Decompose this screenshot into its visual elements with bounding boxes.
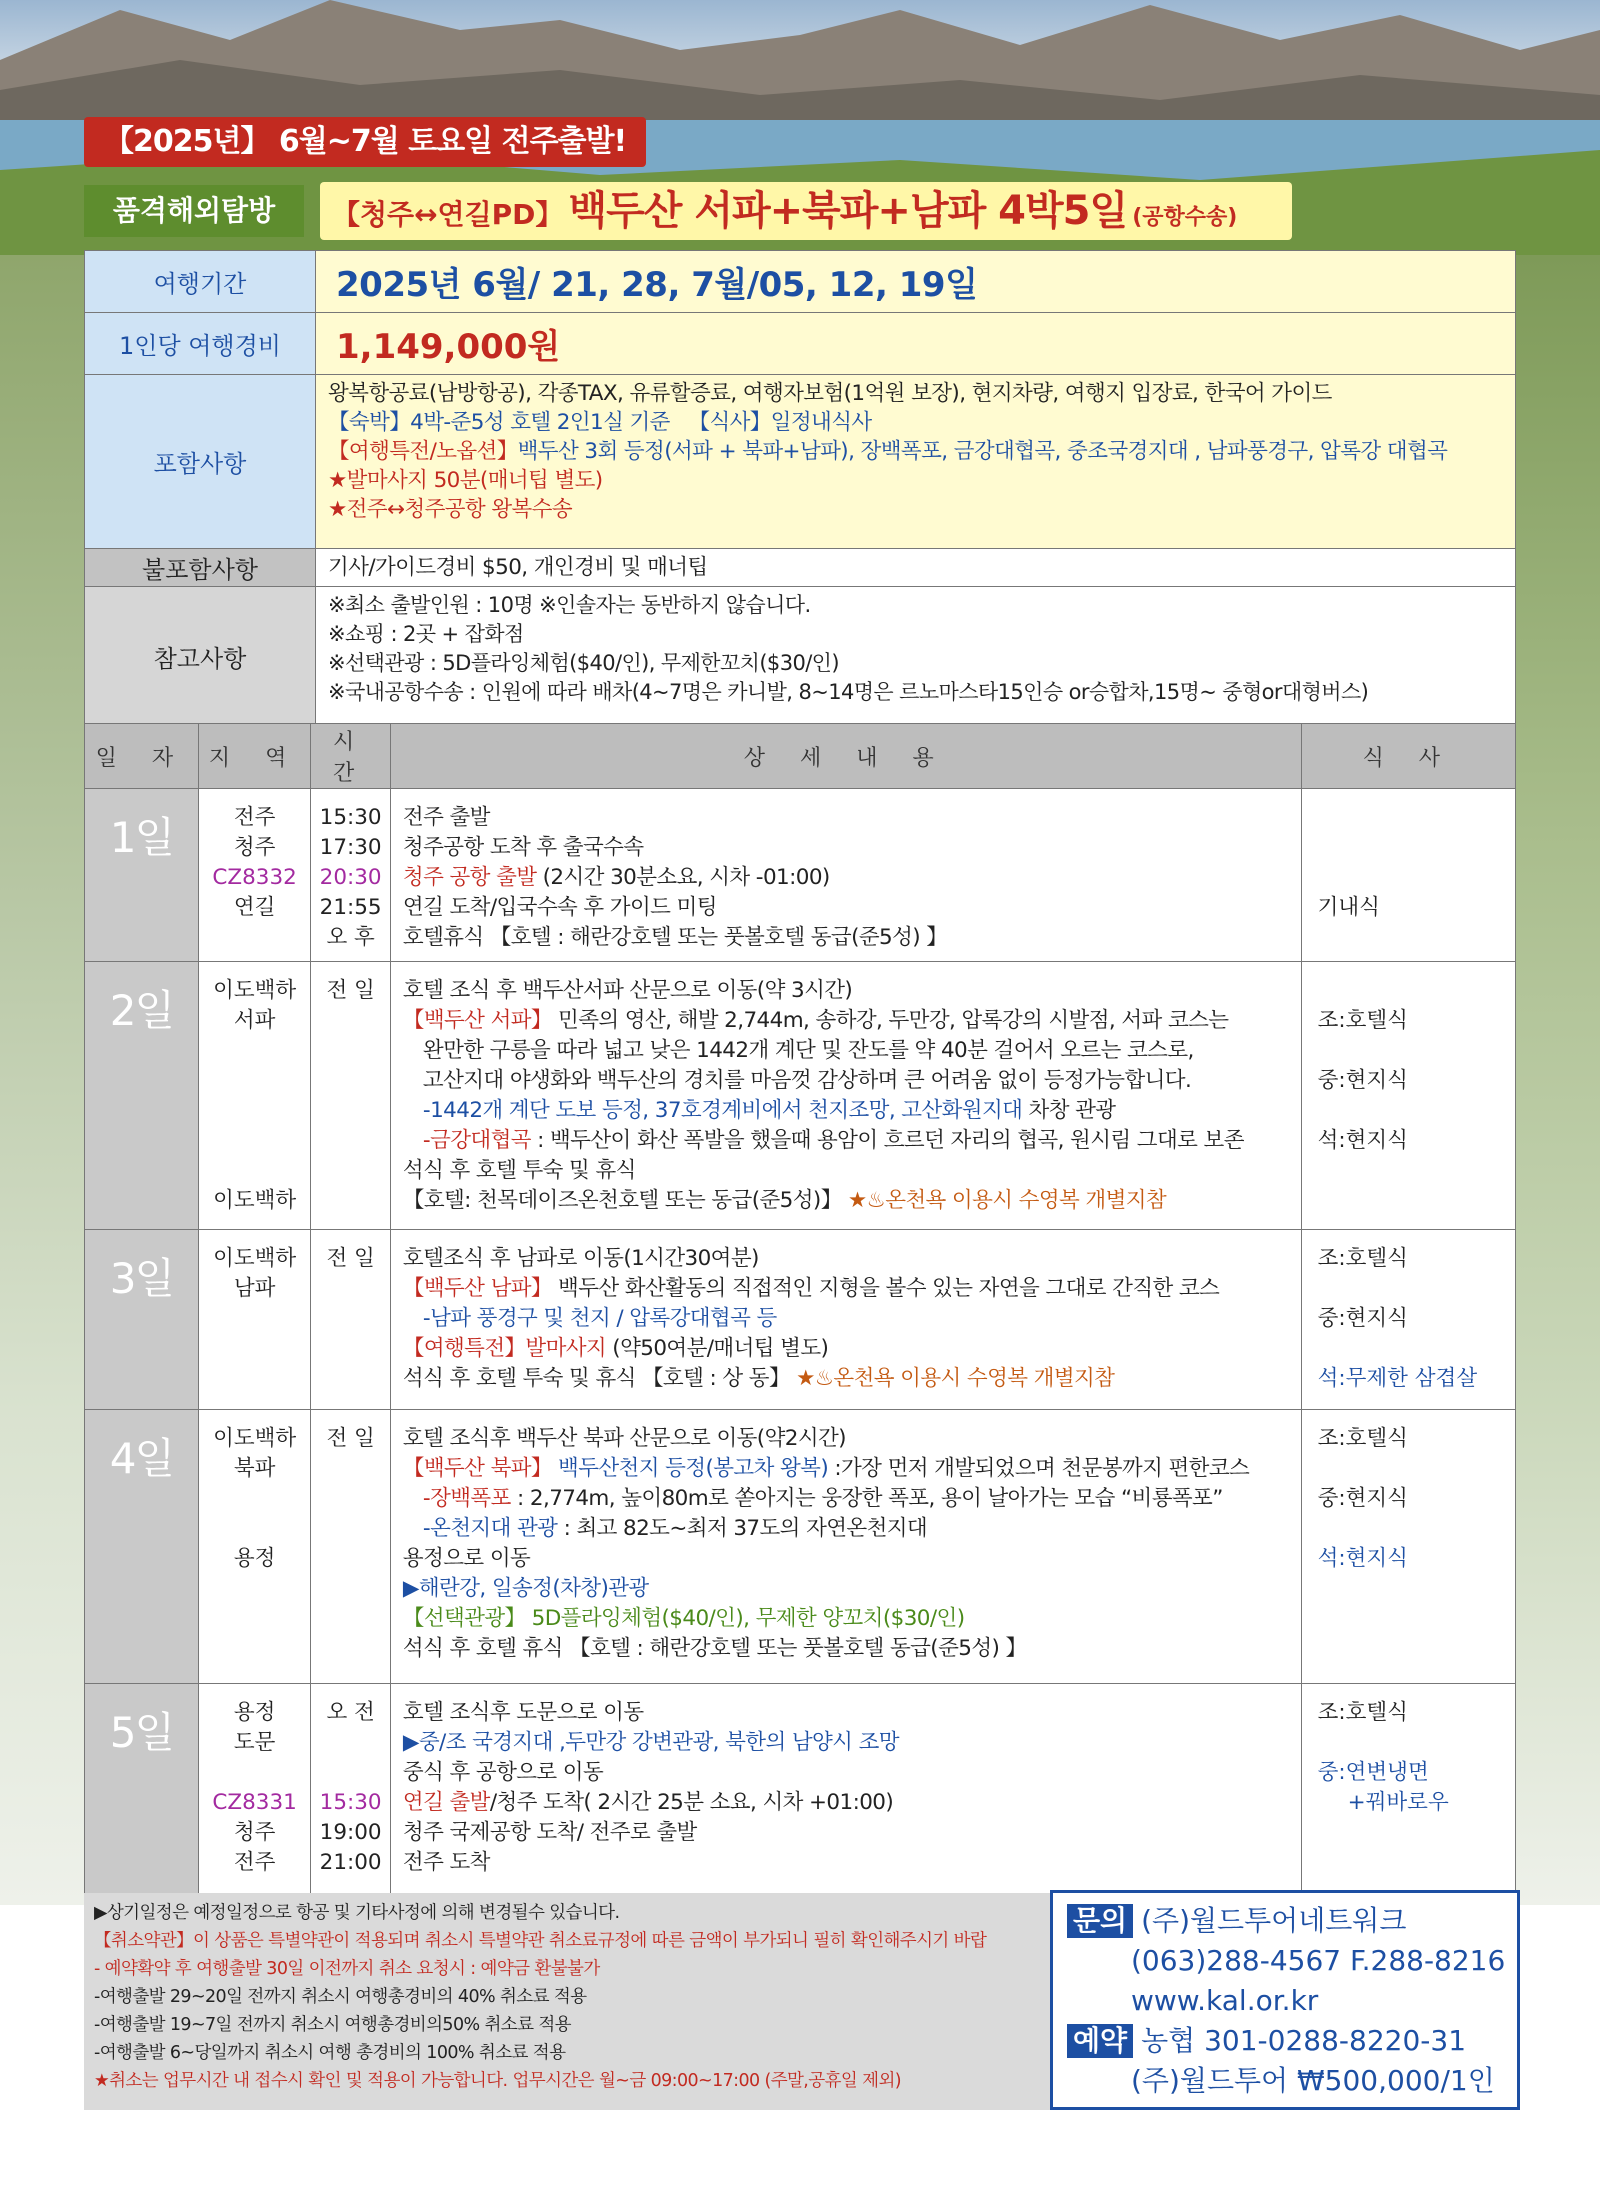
location: 용정 [233,1546,276,1571]
meal: 중:현지식 [1317,1486,1408,1511]
notes-line: ※선택관광 : 5D플라잉체험($40/인), 무제한꼬치($30/인) [328,651,839,675]
day-details [390,962,1301,1230]
include-line: ★전주↔청주공항 왕복수송 [328,497,573,522]
detail-line: 호텔 조식후 백두산 북파 산문으로 이동(약2시간) [402,1426,846,1451]
meal: 중:현지식 [1317,1068,1408,1093]
meal: 기내식 [1317,895,1380,920]
day-details [390,1684,1301,1896]
include-special-tag: 【여행특전/노옵션】 [328,439,518,464]
location: 전주 [233,1850,276,1875]
contact-line [1067,2021,1503,2061]
detail-line [403,1454,1293,1484]
detail-line: 청주 국제공항 도착/ 전주로 출발 [402,1820,697,1845]
day-number: 3일 [85,1230,199,1410]
notes-line: ▶상기일정은 예정일정으로 항공 및 기타사정에 의해 변경될수 있습니다. [94,1903,620,1923]
detail-highlight: 백두산천지 등정(봉고차 왕복) [551,1456,829,1481]
hotel-text: 【호텔: 천목데이즈온천호텔 또는 동급(준5성)】 [402,1188,842,1213]
detail-line: 완만한 구릉을 따라 넓고 낮은 1442개 계단 및 잔도를 약 40분 걸어서 오르는 코스로, [422,1038,1194,1063]
detail-line: 호텔 조식 후 백두산서파 산문으로 이동(약 3시간) [402,978,853,1003]
detail-highlight: -온천지대 관광 [422,1516,558,1541]
detail-text: : 최고 82도~최저 37도의 자연온천지대 [557,1516,928,1541]
detail-line: 호텔 조식후 도문으로 이동 [402,1700,644,1725]
detail-line: 고산지대 야생화와 백두산의 경치를 마음껏 감상하며 큰 어려움 없이 등정가능합니다. [422,1068,1192,1093]
include-stay: 【숙박】4박-준5성 호텔 2인1실 기준 [328,410,670,435]
time: 20:30 [319,865,382,890]
notes-line: ※최소 출발인원 : 10명 ※인솔자는 동반하지 않습니다. [328,593,811,617]
col-day: 일 자 [85,724,199,789]
detail-line: 연길 도착/입국수속 후 가이드 미팅 [402,895,717,920]
notes-line: -여행출발 6~당일까지 취소시 여행 총경비의 100% 취소료 적용 [94,2043,566,2063]
detail-line [403,1334,1293,1364]
day-locations [198,789,311,962]
optional-tour-line: 【선택관광】 5D플라잉체험($40/인), 무제한 양꼬치($30/인) [402,1606,965,1631]
flight-note: (2시간 30분소요, 시차 -01:00) [536,865,830,890]
location: 연길 [233,895,276,920]
detail-line [403,863,1293,893]
day-number: 4일 [85,1410,199,1684]
meal: 조:호텔식 [1317,1700,1408,1725]
time: 15:30 [319,1790,382,1815]
tour-title [320,182,1292,240]
time: 17:30 [319,835,382,860]
detail-tag: 【백두산 남파】 [402,1276,552,1301]
tour-info-table [84,250,1516,727]
day-number: 1일 [85,789,199,962]
notes-line: -여행출발 19~7일 전까지 취소시 여행총경비의50% 취소료 적용 [94,2015,571,2035]
time: 21:55 [319,895,382,920]
day-details [390,1410,1301,1684]
flight-number: CZ8332 [212,865,297,890]
notes-line: ※국내공항수송 : 인원에 따라 배차(4~7명은 카니발, 8~14명은 르노마스타15인승 or승합차,15명~ 중형or대형버스) [328,680,1369,704]
detail-text: 민족의 영산, 해발 2,744m, 송하강, 두만강, 압록강의 시발점, 서파 코스는 [551,1008,1229,1033]
hotel-text: 석식 후 호텔 투숙 및 휴식 【호텔 : 상 동】 [402,1366,790,1391]
meal: +꿔바로우 [1347,1790,1449,1815]
col-detail: 상 세 내 용 [390,724,1301,789]
day-meals [1301,789,1515,962]
location: 청주 [233,835,276,860]
detail-line [403,1186,1293,1216]
time: 오 전 [326,1700,375,1725]
meal: 석:현지식 [1317,1128,1408,1153]
day-locations [198,962,311,1230]
location: 북파 [233,1456,276,1481]
itinerary-table [84,723,1516,1896]
detail-line [403,1126,1293,1156]
detail-text: 차창 관광 [1022,1098,1116,1123]
location: 이도백하 [213,1246,297,1271]
detail-tag: 【백두산 북파】 [402,1456,552,1481]
include-line [328,437,1503,466]
detail-line: 석식 후 호텔 휴식 【호텔 : 해란강호텔 또는 풋볼호텔 동급(준5성) 】 [402,1636,1027,1661]
title-main: 백두산 서파+북파+남파 4박5일 [568,188,1128,234]
detail-tag: 【백두산 서파】 [402,1008,552,1033]
location: 이도백하 [213,1426,297,1451]
period-label: 여행기간 [85,251,316,313]
hotspring-note: ★♨온천욕 이용시 수영복 개별지참 [841,1188,1167,1213]
include-label: 포함사항 [85,375,316,549]
day-time: 전 일 [311,962,391,1230]
title-suffix: (공항수송) [1132,205,1238,230]
bank-account: 농협 301-0288-8220-31 [1141,2024,1467,2057]
inquiry-tag: 문의 [1067,1904,1133,1938]
day-meals [1301,1684,1515,1896]
location: 서파 [233,1008,276,1033]
location: 남파 [233,1276,276,1301]
detail-text: : 백두산이 화산 폭발을 했을때 용암이 흐르던 자리의 협곡, 원시림 그대로 보존 [530,1128,1244,1153]
notes-line: ※쇼핑 : 2곳 + 잡화점 [328,622,524,646]
detail-line [403,1274,1293,1304]
detail-text: 백두산 화산활동의 직접적인 지형을 볼수 있는 자연을 그대로 간직한 코스 [551,1276,1220,1301]
col-meal: 식 사 [1301,724,1515,789]
day-details [390,789,1301,962]
detail-highlight: -금강대협곡 [422,1128,531,1153]
time: 19:00 [319,1820,382,1845]
hotspring-note: ★♨온천욕 이용시 수영복 개별지참 [789,1366,1115,1391]
day-meals [1301,1410,1515,1684]
detail-text: /청주 도착( 2시간 25분 소요, 시차 +01:00) [489,1790,894,1815]
notes-line: - 예약확약 후 여행출발 30일 이전까지 취소 요청시 : 예약금 환불불가 [94,1959,600,1979]
meal: 석:현지식 [1317,1546,1408,1571]
day-number: 5일 [85,1684,199,1896]
detail-line [403,1788,1293,1818]
detail-tag: 【여행특전】발마사지 [402,1336,607,1361]
include-list [316,375,1516,549]
location: 용정 [233,1700,276,1725]
detail-line: ▶중/조 국경지대 ,두만강 강변관광, 북한의 남양시 조망 [402,1730,899,1755]
deposit-amount: (주)월드투어 ₩500,000/1인 [1131,2064,1495,2097]
include-line: ★발마사지 50분(매너팁 별도) [328,468,603,493]
location: 전주 [233,805,276,830]
exclude-value: 기사/가이드경비 $50, 개인경비 및 매너팁 [316,549,1516,587]
departure-badge: 【2025년】 6월~7월 토요일 전주출발! [84,117,646,167]
company-name: (주)월드투어네트워크 [1141,1904,1407,1937]
detail-text: (약50여분/매너팁 별도) [606,1336,829,1361]
itinerary-day-3 [85,1230,1516,1410]
period-value: 2025년 6월/ 21, 28, 7월/05, 12, 19일 [316,251,1516,313]
detail-line: ▶해란강, 일송정(차창)관광 [402,1576,649,1601]
website-link[interactable]: www.kal.or.kr [1131,1984,1319,2017]
time: 오 후 [326,925,375,950]
right-scenery-strip [1516,255,1600,1905]
meal: 중:연변냉면 [1317,1760,1429,1785]
left-scenery-strip [0,255,84,1905]
detail-line: 전주 도착 [402,1850,490,1875]
day-locations [198,1410,311,1684]
detail-line: 석식 후 호텔 투숙 및 휴식 [402,1158,636,1183]
detail-line [403,1006,1293,1036]
detail-line: -남파 풍경구 및 천지 / 압록강대협곡 등 [422,1306,777,1331]
notes-line: -여행출발 29~20일 전까지 취소시 여행총경비의 40% 취소료 적용 [94,1987,587,2007]
detail-line: 용정으로 이동 [402,1546,531,1571]
brand-label: 품격해외탐방 [84,185,304,237]
detail-line: 호텔조식 후 남파로 이동(1시간30여분) [402,1246,759,1271]
day-locations [198,1230,311,1410]
notes-line: ★취소는 업무시간 내 접수시 확인 및 적용이 가능합니다. 업무시간은 월~금 09:00~17:00 (주말,공휴일 제외) [94,2071,901,2091]
notes-line: 【취소약관】이 상품은 특별약관이 적용되며 취소시 특별약관 취소료규정에 따른 금액이 부가되니 필히 확인해주시기 바랍 [94,1931,987,1951]
detail-line: 청주공항 도착 후 출국수속 [402,835,644,860]
detail-line [403,1514,1293,1544]
detail-highlight: -1442개 계단 도보 등정, 37호경계비에서 천지조망, 고산화원지대 [422,1098,1023,1123]
cancellation-notes [84,1893,1050,2110]
day-number: 2일 [85,962,199,1230]
reserve-tag: 예약 [1067,2024,1133,2058]
departure-text: 연길 출발 [402,1790,490,1815]
detail-line [403,1096,1293,1126]
location: 도문 [233,1730,276,1755]
contact-box [1050,1890,1520,2110]
detail-line [403,1364,1293,1394]
col-region: 지 역 [198,724,311,789]
col-time: 시 간 [311,724,391,789]
detail-highlight: -장백폭포 [422,1486,511,1511]
itinerary-day-5 [85,1684,1516,1896]
title-prefix: 【청주↔연길PD】 [332,198,564,231]
time: 21:00 [319,1850,382,1875]
day-time: 전 일 [311,1410,391,1684]
departure-text: 청주 공항 출발 [402,865,537,890]
location: 청주 [233,1820,276,1845]
day-locations [198,1684,311,1896]
time: 15:30 [319,805,382,830]
day-meals [1301,1230,1515,1410]
itinerary-day-1 [85,789,1516,962]
day-time: 전 일 [311,1230,391,1410]
detail-line [403,1484,1293,1514]
flight-number: CZ8331 [212,1790,297,1815]
include-special: 백두산 3회 등정(서파 + 북파+남파), 장백폭포, 금강대협곡, 중조국경지대 , 남파풍경구, 압록강 대협곡 [517,439,1448,464]
day-details [390,1230,1301,1410]
detail-text: : 2,774m, 높이80m로 쏟아지는 웅장한 폭포, 용이 날아가는 모습 “비룡폭포” [510,1486,1223,1511]
include-meal: 【식사】일정내식사 [688,410,872,435]
meal: 석:무제한 삼겹살 [1317,1366,1478,1391]
notes-list [316,587,1516,727]
detail-text: :가장 먼저 개발되었으며 천문봉까지 편한코스 [828,1456,1250,1481]
price-label: 1인당 여행경비 [85,313,316,375]
detail-line: 호텔휴식 【호텔 : 해란강호텔 또는 풋볼호텔 동급(준5성) 】 [402,925,948,950]
day-times [311,789,391,962]
day-meals [1301,962,1515,1230]
meal: 조:호텔식 [1317,1246,1408,1271]
phone-number[interactable]: (063)288-4567 F.288-8216 [1131,1944,1506,1977]
contact-line [1067,1901,1503,1941]
include-line: 왕복항공료(남방항공), 각종TAX, 유류할증료, 여행자보험(1억원 보장), 현지차량, 여행지 입장료, 한국어 가이드 [328,381,1332,406]
location: 이도백하 [213,978,297,1003]
location: 이도백하 [213,1188,297,1213]
detail-line: 전주 출발 [402,805,490,830]
meal: 중:현지식 [1317,1306,1408,1331]
include-line [328,408,1503,437]
itinerary-day-4 [85,1410,1516,1684]
notes-label: 참고사항 [85,587,316,727]
exclude-label: 불포함사항 [85,549,316,587]
detail-line: 중식 후 공항으로 이동 [402,1760,604,1785]
meal: 조:호텔식 [1317,1008,1408,1033]
day-times [311,1684,391,1896]
itinerary-day-2 [85,962,1516,1230]
price-value: 1,149,000원 [316,313,1516,375]
meal: 조:호텔식 [1317,1426,1408,1451]
